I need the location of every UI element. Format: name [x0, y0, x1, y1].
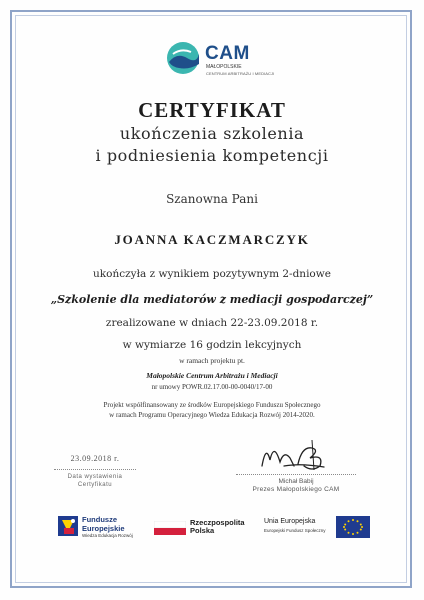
completion-line: ukończyła z wynikiem pozytywnym 2-dniowe: [93, 268, 331, 280]
issue-date: 23.09.2018 r.: [70, 454, 120, 463]
salutation: Szanowna Pani: [166, 192, 258, 206]
project-name: Małopolskie Centrum Arbitrażu i Mediacji: [146, 371, 278, 380]
course-name: „Szkolenie dla mediatorów z mediacji gospodarczej”: [50, 293, 374, 306]
rp-line-1: Rzeczpospolita: [190, 518, 245, 527]
dates-line: zrealizowane w dniach 22-23.09.2018 r.: [105, 317, 319, 329]
signatory-role: Prezes Małopolskiego CAM: [252, 486, 340, 493]
recipient-name: JOANNA KACZMARCZYK: [114, 232, 310, 247]
cofinancing-line-2: w ramach Programu Operacyjnego Wiedza Edukacja Rozwój 2014-2020.: [109, 411, 315, 419]
fundusze-europejskie-logo: [58, 514, 153, 540]
certificate-subtitle-1: ukończenia szkolenia: [119, 124, 305, 143]
certificate-title: CERTYFIKAT: [138, 98, 286, 122]
ue-subtitle: Europejski Fundusz Społeczny: [264, 528, 326, 533]
fe-title-1: Fundusze: [82, 515, 117, 524]
hours-line: w wymiarze 16 godzin lekcyjnych: [122, 339, 302, 351]
contract-number: nr umowy POWR.02.17.00-00-0040/17-00: [151, 383, 273, 391]
fe-title-2: Europejskie: [82, 524, 125, 533]
issue-date-block: [50, 454, 140, 489]
logo-subtitle-org: CENTRUM ARBITRAŻU I MEDIACJI: [206, 71, 275, 76]
certificate-subtitle-2: i podniesienia kompetencji: [95, 146, 329, 165]
fundusze-europejskie-icon: [58, 514, 80, 538]
issue-date-line: [54, 469, 136, 470]
polish-flag-icon: [154, 521, 186, 535]
cam-logo-icon: [165, 40, 201, 76]
rp-line-2: Polska: [190, 526, 215, 535]
signature-line: [236, 474, 356, 475]
eu-flag-icon: [336, 516, 370, 538]
project-intro: w ramach projektu pt.: [179, 356, 245, 365]
fe-subtitle: Wiedza Edukacja Rozwój: [82, 533, 133, 538]
signatory-name: Michał Babij: [278, 478, 314, 485]
logo-name: CAM: [205, 43, 250, 64]
unia-europejska-logo: [264, 514, 374, 540]
issue-date-label-2: Certyfikatu: [77, 482, 113, 488]
cam-logo: [165, 40, 275, 84]
ue-title: Unia Europejska: [264, 518, 316, 525]
rzeczpospolita-polska-logo: [154, 517, 244, 539]
logo-subtitle-region: MAŁOPOLSKIE: [206, 64, 242, 70]
cofinancing-line-1: Projekt współfinansowany ze środków Europejskiego Funduszu Społecznego: [103, 401, 321, 409]
issue-date-label-1: Data wystawienia: [67, 474, 123, 480]
handwritten-signature: [254, 436, 344, 476]
